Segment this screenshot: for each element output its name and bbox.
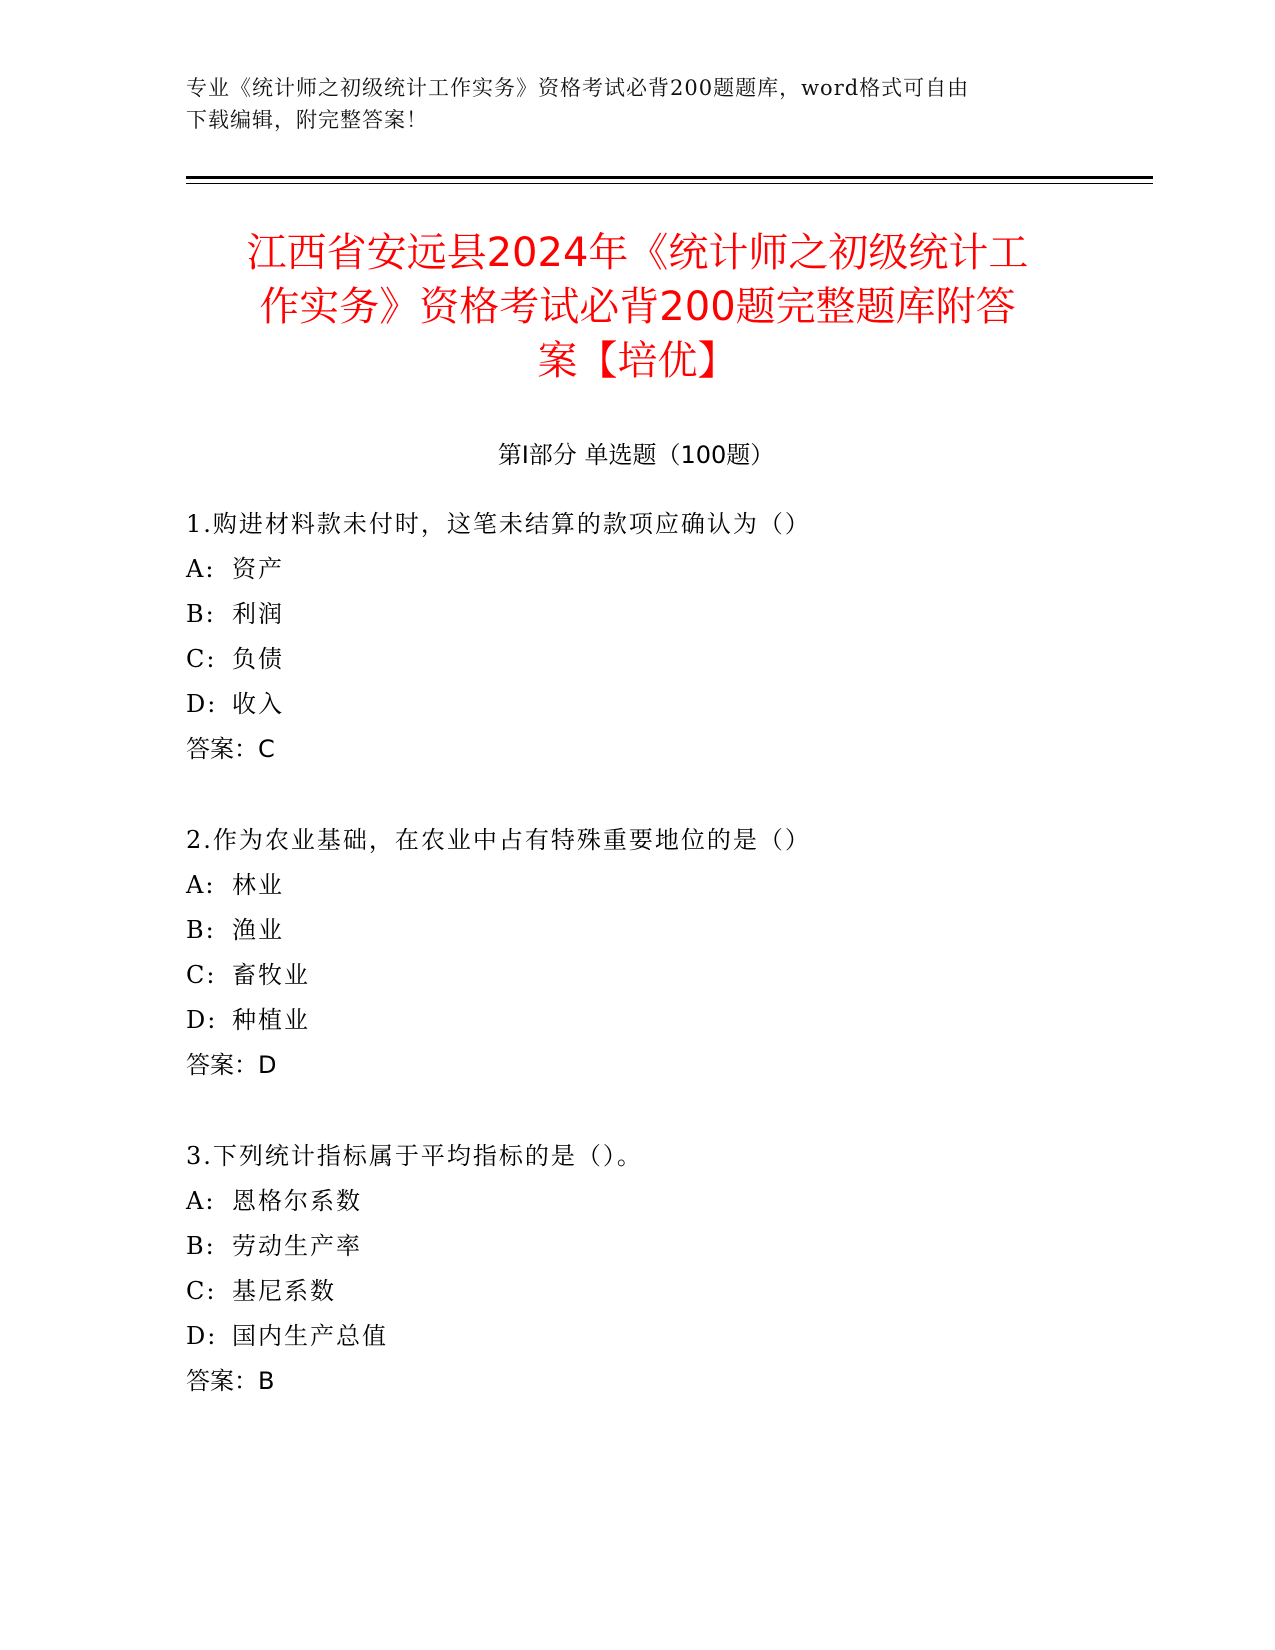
option-text: 国内生产总值 — [232, 1322, 388, 1350]
option-a — [186, 863, 1126, 908]
option-letter: A: — [186, 555, 216, 583]
option-letter: C: — [186, 1277, 217, 1305]
option-letter: A: — [186, 1187, 216, 1215]
answer-line: 答案：C — [186, 735, 275, 763]
header-note-line-2: 下载编辑，附完整答案！ — [186, 108, 428, 132]
question-stem: 2.作为农业基础，在农业中占有特殊重要地位的是（） — [186, 826, 811, 854]
option-text: 劳动生产率 — [232, 1232, 362, 1260]
option-text: 收入 — [232, 690, 284, 718]
document-title-line-3: 案【培优】 — [537, 338, 738, 384]
option-c — [186, 1269, 1126, 1314]
question-2 — [186, 818, 1126, 1088]
option-text: 负债 — [232, 645, 284, 673]
option-letter: C: — [186, 645, 217, 673]
option-a — [186, 547, 1126, 592]
option-letter: B: — [186, 916, 216, 944]
section-heading: 第Ⅰ部分 单选题（100题） — [497, 441, 775, 469]
option-d — [186, 1314, 1126, 1359]
answer-line: 答案：B — [186, 1367, 275, 1395]
option-text: 畜牧业 — [232, 961, 310, 989]
answer-line: 答案：D — [186, 1051, 277, 1079]
option-text: 利润 — [232, 600, 284, 628]
question-stem: 3.下列统计指标属于平均指标的是（）。 — [186, 1142, 643, 1170]
option-a — [186, 1179, 1126, 1224]
option-c — [186, 637, 1126, 682]
header-note — [186, 72, 1086, 136]
option-b — [186, 908, 1126, 953]
document-title-line-1: 江西省安远县2024年《统计师之初级统计工 — [246, 230, 1029, 276]
option-letter: B: — [186, 1232, 216, 1260]
option-text: 恩格尔系数 — [232, 1187, 362, 1215]
option-text: 基尼系数 — [232, 1277, 336, 1305]
option-b — [186, 1224, 1126, 1269]
option-text: 林业 — [232, 871, 284, 899]
option-b — [186, 592, 1126, 637]
document-title — [180, 226, 1095, 388]
header-rule-thin — [186, 183, 1153, 184]
option-letter: D: — [186, 1322, 218, 1350]
question-1 — [186, 502, 1126, 772]
header-note-line-1: 专业《统计师之初级统计工作实务》资格考试必背200题题库，word格式可自由 — [186, 76, 970, 100]
question-3 — [186, 1134, 1126, 1404]
option-letter: A: — [186, 871, 216, 899]
option-c — [186, 953, 1126, 998]
document-title-line-2: 作实务》资格考试必背200题完整题库附答 — [259, 284, 1016, 330]
option-d — [186, 682, 1126, 727]
option-text: 资产 — [232, 555, 284, 583]
option-letter: D: — [186, 690, 218, 718]
header-rule-thick — [186, 176, 1153, 179]
option-letter: B: — [186, 600, 216, 628]
question-stem: 1.购进材料款未付时，这笔未结算的款项应确认为（） — [186, 510, 811, 538]
option-text: 种植业 — [232, 1006, 310, 1034]
option-letter: D: — [186, 1006, 218, 1034]
option-d — [186, 998, 1126, 1043]
option-letter: C: — [186, 961, 217, 989]
option-text: 渔业 — [232, 916, 284, 944]
